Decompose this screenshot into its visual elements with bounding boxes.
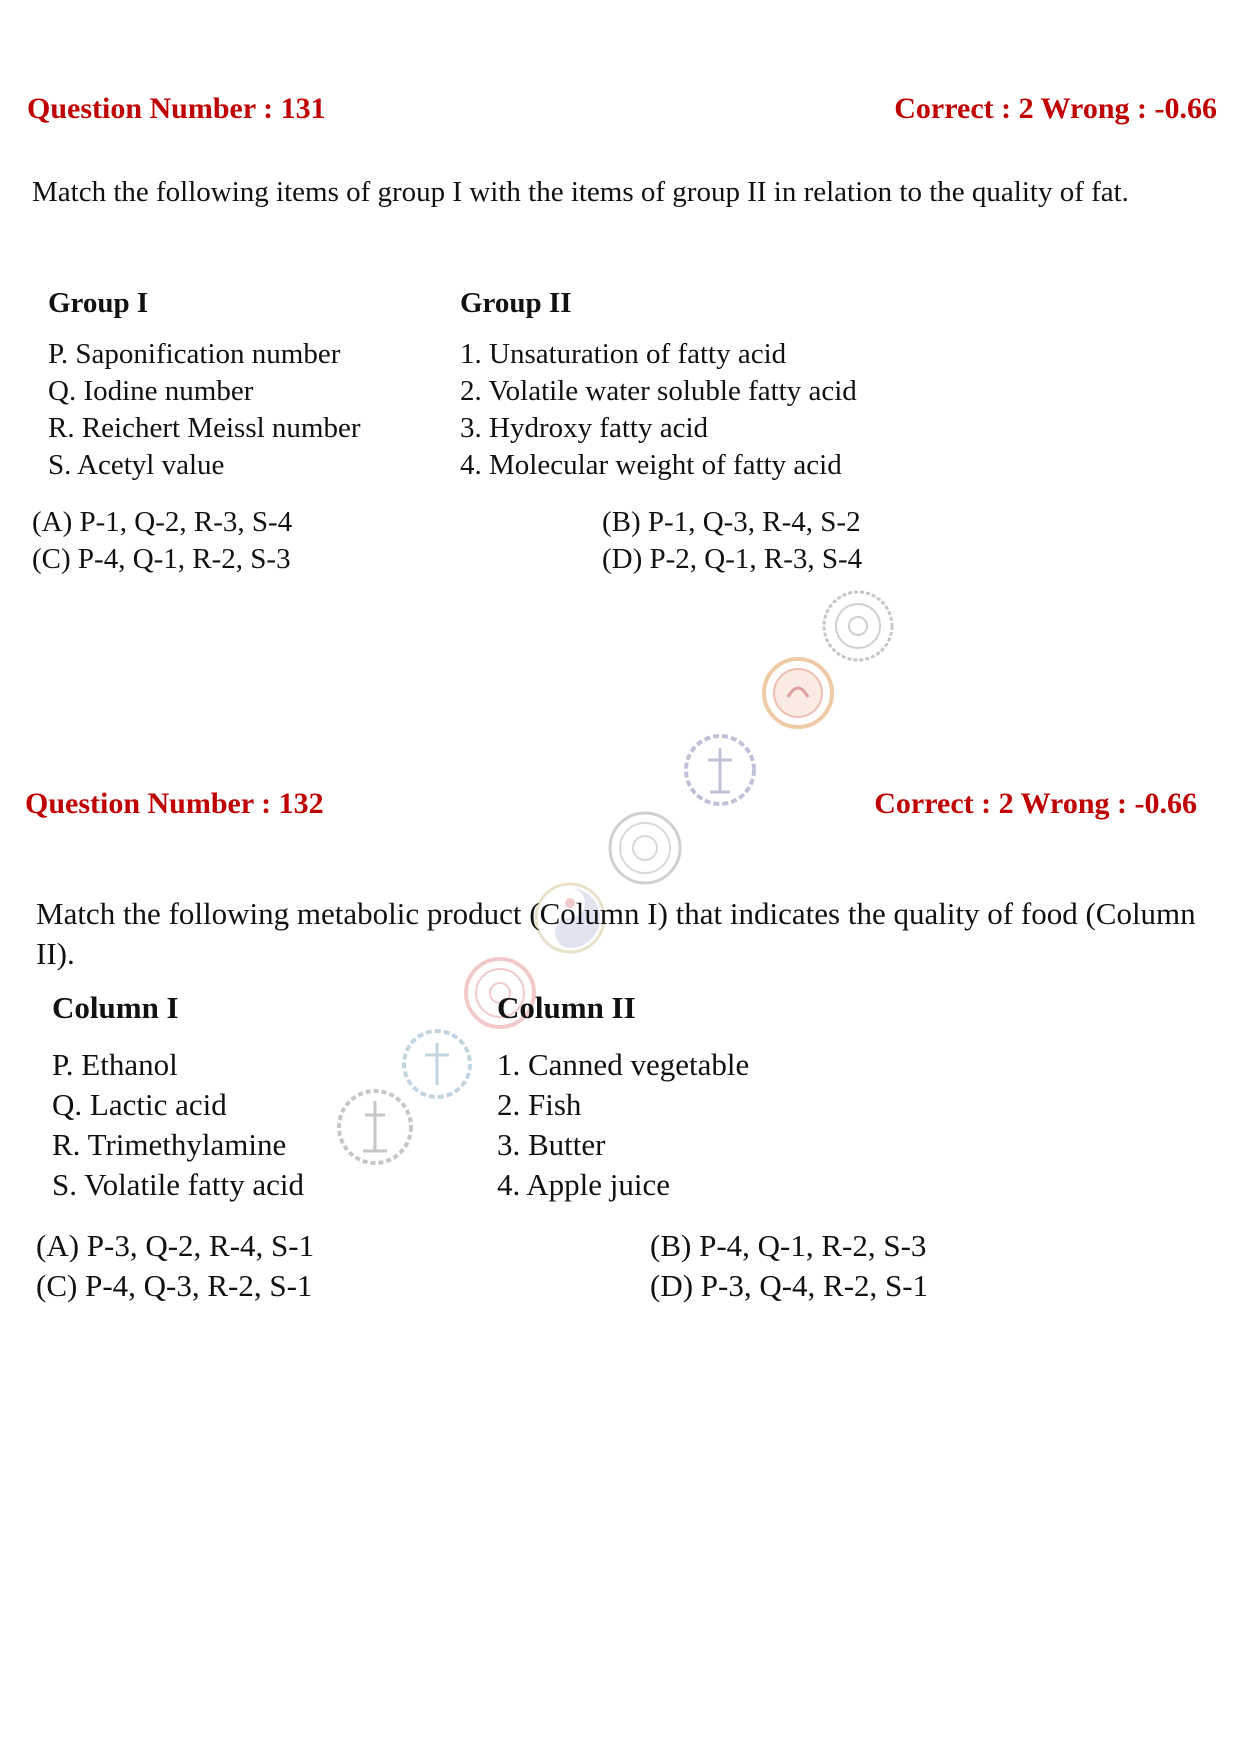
emblem-icon xyxy=(680,730,760,810)
option-a-131[interactable]: (A) P-1, Q-2, R-3, S-4 xyxy=(32,506,293,538)
column-2-heading: Column II xyxy=(497,990,636,1025)
column-2-item: 2. Fish xyxy=(497,1087,582,1122)
question-text-132: Match the following metabolic product (Column I) that indicates the quality of food (Column II). xyxy=(36,896,1196,971)
option-d-131[interactable]: (D) P-2, Q-1, R-3, S-4 xyxy=(602,543,863,575)
group-1-item: P. Saponification number xyxy=(48,338,341,370)
option-d-132[interactable]: (D) P-3, Q-4, R-2, S-1 xyxy=(650,1268,929,1303)
column-2-item: 4. Apple juice xyxy=(497,1167,671,1202)
option-b-131[interactable]: (B) P-1, Q-3, R-4, S-2 xyxy=(602,506,861,538)
seal-icon xyxy=(760,655,836,731)
option-c-132[interactable]: (C) P-4, Q-3, R-2, S-1 xyxy=(36,1268,313,1303)
question-text-131: Match the following items of group I with the items of group II in relation to the quality of fat. xyxy=(32,176,1129,208)
marks-label-132: Correct : 2 Wrong : -0.66 xyxy=(874,787,1197,820)
column-1-item: S. Volatile fatty acid xyxy=(52,1167,304,1202)
group-2-heading: Group II xyxy=(460,287,572,319)
option-a-132[interactable]: (A) P-3, Q-2, R-4, S-1 xyxy=(36,1228,315,1263)
seal-icon xyxy=(820,588,896,664)
option-b-132[interactable]: (B) P-4, Q-1, R-2, S-3 xyxy=(650,1228,927,1263)
column-1-item: P. Ethanol xyxy=(52,1047,178,1082)
group-1-item: R. Reichert Meissl number xyxy=(48,412,361,444)
column-1-item: Q. Lactic acid xyxy=(52,1087,227,1122)
group-2-item: 1. Unsaturation of fatty acid xyxy=(460,338,787,370)
column-1-item: R. Trimethylamine xyxy=(52,1127,287,1162)
group-2-item: 3. Hydroxy fatty acid xyxy=(460,412,709,444)
group-2-item: 2. Volatile water soluble fatty acid xyxy=(460,375,857,407)
question-number-131: Question Number : 131 xyxy=(27,92,326,125)
option-c-131[interactable]: (C) P-4, Q-1, R-2, S-3 xyxy=(32,543,291,575)
column-1-heading: Column I xyxy=(52,990,179,1025)
question-number-132: Question Number : 132 xyxy=(25,787,324,820)
emblem-icon xyxy=(333,1085,417,1169)
column-2-item: 3. Butter xyxy=(497,1127,606,1162)
group-1-item: S. Acetyl value xyxy=(48,449,225,481)
marks-label-131: Correct : 2 Wrong : -0.66 xyxy=(894,92,1217,125)
group-1-heading: Group I xyxy=(48,287,149,319)
group-1-item: Q. Iodine number xyxy=(48,375,254,407)
column-2-item: 1. Canned vegetable xyxy=(497,1047,750,1082)
group-2-item: 4. Molecular weight of fatty acid xyxy=(460,449,842,481)
seal-icon xyxy=(605,808,685,888)
